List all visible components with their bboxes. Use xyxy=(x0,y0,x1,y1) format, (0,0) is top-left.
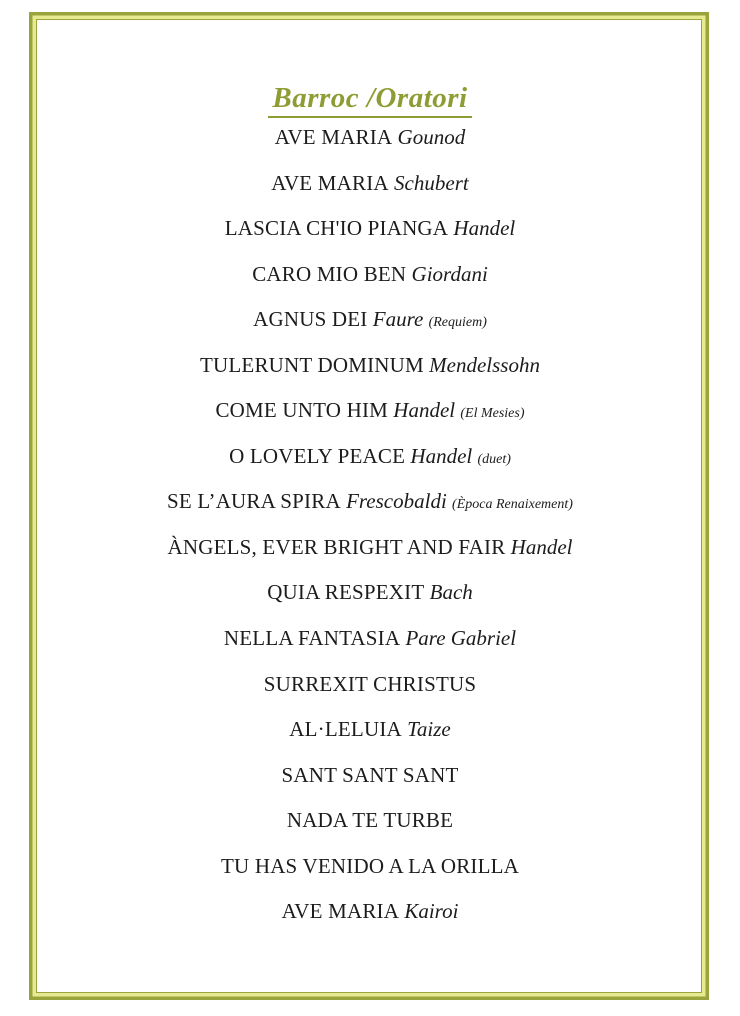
composer-note: (duet) xyxy=(477,451,511,467)
program-item xyxy=(0,707,740,753)
composer-name: Bach xyxy=(429,580,473,605)
composer-name: Taize xyxy=(407,717,451,742)
composer-name: Schubert xyxy=(394,170,469,195)
composer-name: Frescobaldi xyxy=(346,489,447,514)
composer-note: (El Mesies) xyxy=(460,406,525,422)
program-item xyxy=(0,479,740,525)
program-item xyxy=(0,753,740,799)
composer-name: Handel xyxy=(453,216,516,241)
page-title: Barroc /Oratori xyxy=(268,82,471,118)
song-title: TU HAS VENIDO A LA ORILLA xyxy=(220,853,520,878)
program-item xyxy=(0,206,740,252)
program-item xyxy=(0,115,740,161)
composer-note: (Requiem) xyxy=(428,315,487,331)
program-item xyxy=(0,616,740,662)
composer-name: Kairoi xyxy=(404,899,459,924)
program-item xyxy=(0,388,740,434)
song-title: COME UNTO HIM xyxy=(215,398,389,423)
song-title: ÀNGELS, EVER BRIGHT AND FAIR xyxy=(167,534,506,559)
composer-name: Mendelssohn xyxy=(429,352,540,377)
song-title: SE L’AURA SPIRA xyxy=(167,489,341,514)
program-item xyxy=(0,252,740,298)
song-title: AL·LELUIA xyxy=(289,717,402,742)
program-item xyxy=(0,434,740,480)
program-item xyxy=(0,662,740,708)
song-title: AVE MARIA xyxy=(274,125,393,149)
composer-name: Faure xyxy=(372,307,424,332)
program-item xyxy=(0,798,740,844)
composer-name: Pare Gabriel xyxy=(405,626,517,651)
song-title: QUIA RESPEXIT xyxy=(267,580,425,605)
song-title: SURREXIT CHRISTUS xyxy=(263,671,477,696)
composer-note: (Època Renaixement) xyxy=(452,497,573,513)
program-item xyxy=(0,161,740,207)
program-item xyxy=(0,570,740,616)
composer-name: Giordani xyxy=(411,261,488,286)
composer-name: Handel xyxy=(393,398,456,423)
song-title: SANT SANT SANT xyxy=(281,762,459,787)
song-title: CARO MIO BEN xyxy=(252,261,407,286)
title-row xyxy=(0,82,740,118)
song-title: AGNUS DEI xyxy=(253,307,368,332)
program-list xyxy=(0,115,740,935)
composer-name: Handel xyxy=(510,534,573,559)
song-title: LASCIA CH'IO PIANGA xyxy=(224,216,449,241)
song-title: AVE MARIA xyxy=(281,899,400,924)
composer-name: Gounod xyxy=(397,125,466,149)
song-title: AVE MARIA xyxy=(271,170,389,195)
composer-name: Handel xyxy=(410,443,473,468)
program-item xyxy=(0,297,740,343)
program-item xyxy=(0,343,740,389)
program-item xyxy=(0,844,740,890)
song-title: O LOVELY PEACE xyxy=(229,443,406,468)
song-title: TULERUNT DOMINUM xyxy=(200,352,424,377)
program-item xyxy=(0,525,740,571)
program-item xyxy=(0,889,740,935)
song-title: NADA TE TURBE xyxy=(286,808,454,833)
song-title: NELLA FANTASIA xyxy=(223,626,401,651)
